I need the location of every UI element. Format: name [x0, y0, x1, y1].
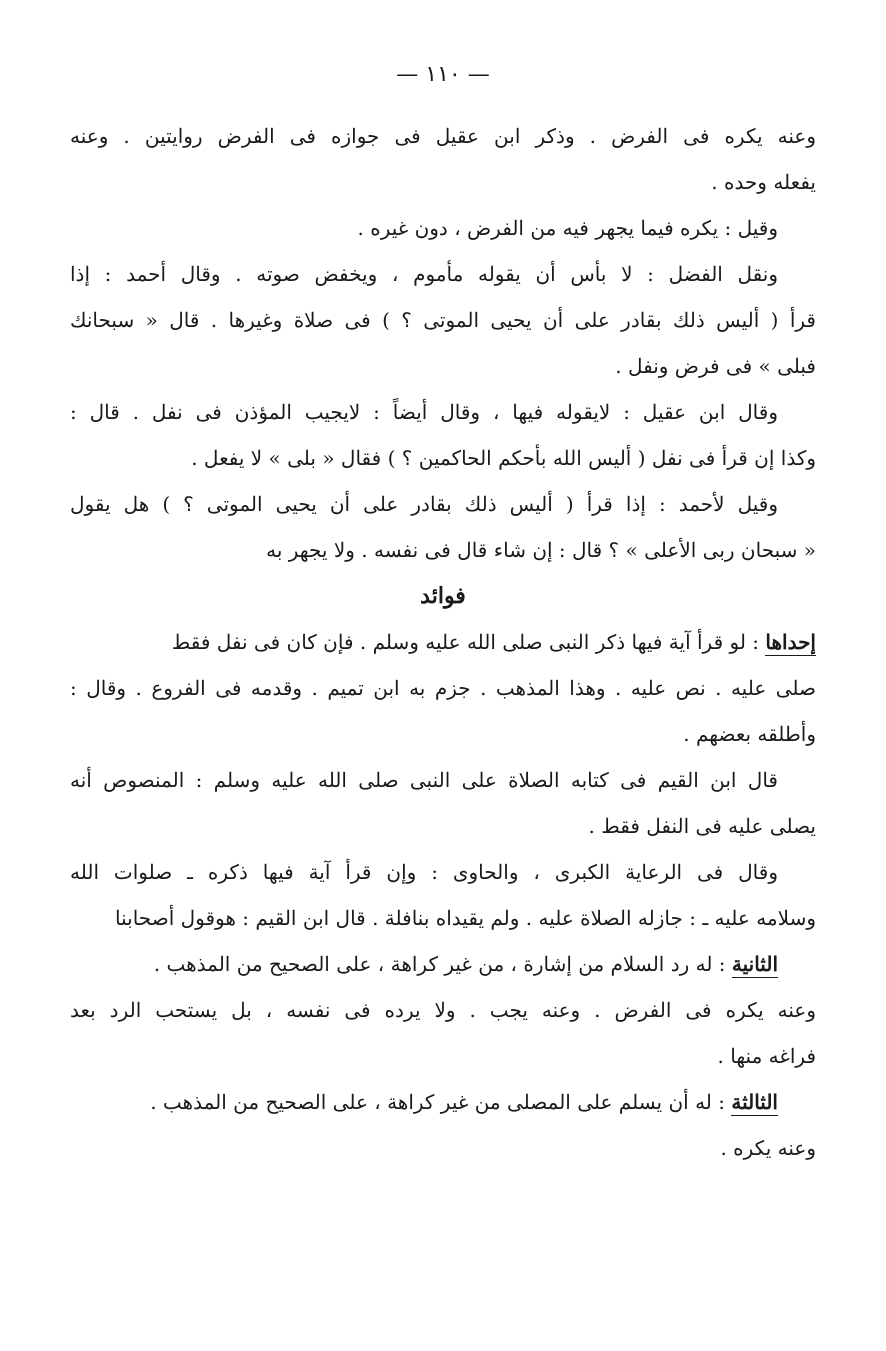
text-line: فبلى » فى فرض ونفل . [615, 354, 816, 378]
text-line: قرأ ( أليس ذلك بقادر على أن يحيى الموتى ؟ ) فى صلاة وغيرها . قال « سبحانك [70, 308, 816, 332]
text-line: وعنه يكره . [720, 1136, 816, 1160]
text-line: « سبحان ربى الأعلى » ؟ قال : إن شاء قال فى نفسه . ولا يجهر به [266, 538, 816, 562]
text-line: وقال ابن عقيل : لايقوله فيها ، وقال أيضاً : لايجيب المؤذن فى نفل . قال : [70, 400, 778, 424]
text-line: وعنه يكره فى الفرض . وذكر ابن عقيل فى جوازه فى الفرض روايتين . وعنه [70, 124, 816, 148]
text-line: وكذا إن قرأ فى نفل ( أليس الله بأحكم الحاكمين ؟ ) فقال « بلى » لا يفعل . [191, 446, 816, 470]
text-line: يصلى عليه فى النفل فقط . [588, 814, 816, 838]
text-line: وسلامه عليه ـ : جازله الصلاة عليه . ولم يقيداه بنافلة . قال ابن القيم : هوقول أصحابنا [115, 906, 816, 930]
point-text: : لو قرأ آية فيها ذكر النبى صلى الله عليه وسلم . فإن كان فى نفل فقط [171, 630, 766, 654]
text-line: وقيل لأحمد : إذا قرأ ( أليس ذلك بقادر على أن يحيى الموتى ؟ ) هل يقول [70, 492, 778, 516]
text-line: ونقل الفضل : لا بأس أن يقوله مأموم ، ويخفض صوته . وقال أحمد : إذا [70, 262, 778, 286]
text-line [70, 1079, 816, 1125]
text-line: وقيل : يكره فيما يجهر فيه من الفرض ، دون غيره . [357, 216, 778, 240]
text-line [70, 619, 816, 665]
text-line: صلى عليه . نص عليه . وهذا المذهب . جزم به ابن تميم . وقدمه فى الفروع . وقال : [70, 676, 816, 700]
page-number: — ١١٠ — [396, 62, 490, 87]
point-label: الثالثة [731, 1090, 778, 1114]
text-line: وعنه يكره فى الفرض . وعنه يجب . ولا يرده فى نفسه ، بل يستحب الرد بعد [70, 998, 816, 1022]
text-line: قال ابن القيم فى كتابه الصلاة على النبى صلى الله عليه وسلم : المنصوص أنه [70, 768, 778, 792]
section-title: فوائد [420, 583, 466, 609]
point-text: : له رد السلام من إشارة ، من غير كراهة ، على الصحيح من المذهب . [153, 952, 732, 976]
point-label: الثانية [731, 952, 778, 976]
point-text: : له أن يسلم على المصلى من غير كراهة ، على الصحيح من المذهب . [150, 1090, 732, 1114]
text-line: فراغه منها . [717, 1044, 816, 1068]
document-page [70, 55, 816, 1171]
point-label: إحداها [765, 630, 816, 654]
text-line: يفعله وحده . [711, 170, 816, 194]
text-line: وأطلقه بعضهم . [683, 722, 816, 746]
text-line: وقال فى الرعاية الكبرى ، والحاوى : وإن قرأ آية فيها ذكره ـ صلوات الله [70, 860, 778, 884]
text-line [70, 941, 816, 987]
